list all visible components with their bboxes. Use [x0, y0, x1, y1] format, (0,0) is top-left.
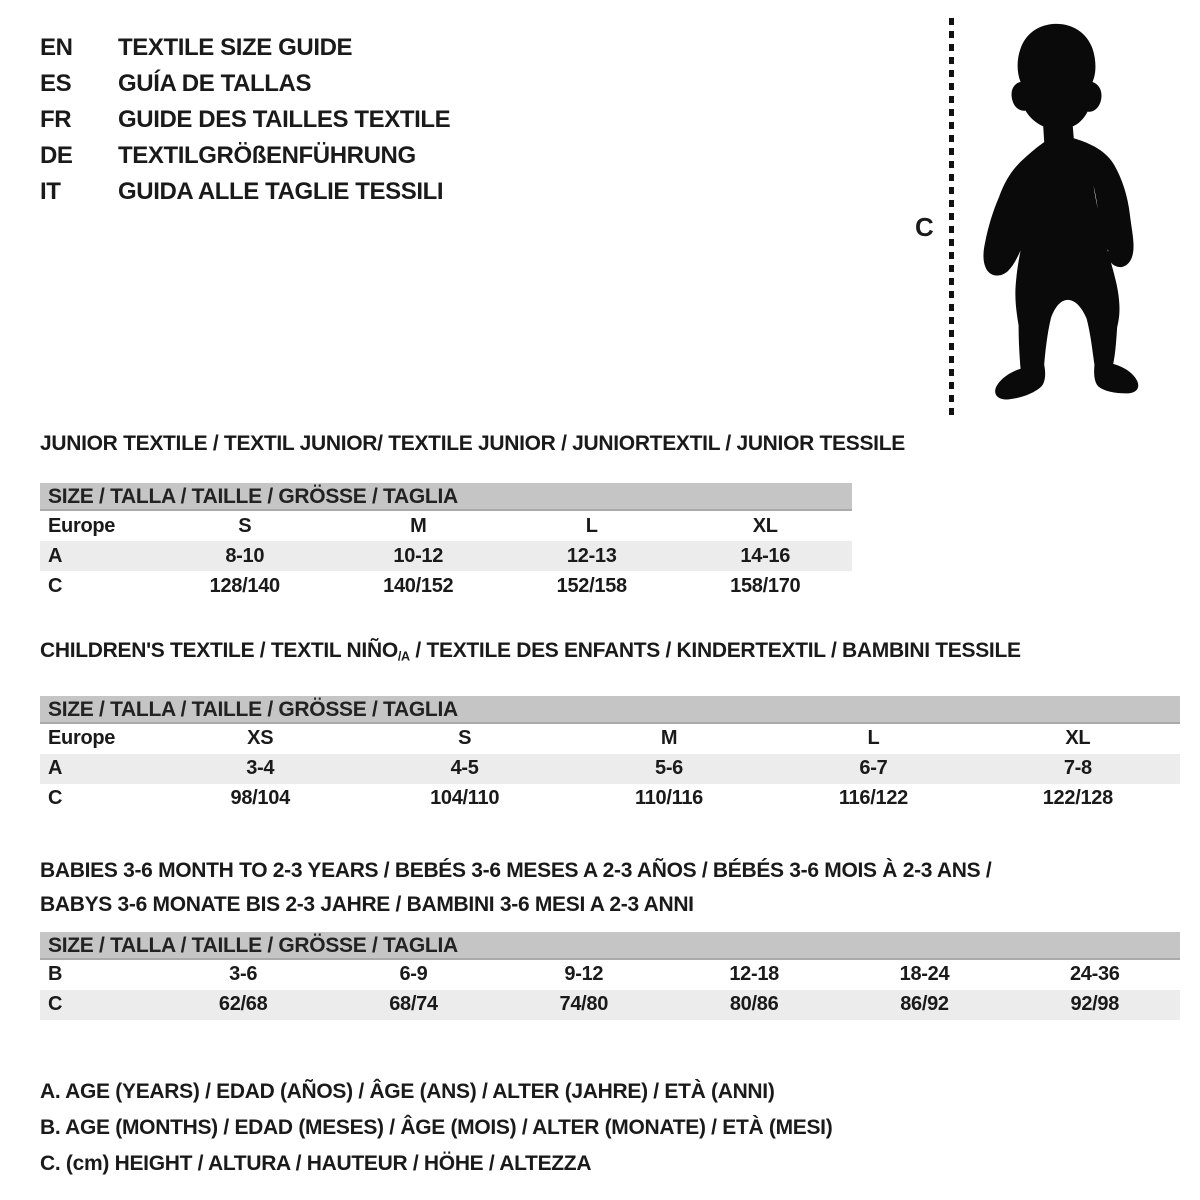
legend-age-years: A. AGE (YEARS) / EDAD (AÑOS) / ÂGE (ANS) / ALTER (JAHRE) / ETÀ (ANNI): [40, 1079, 775, 1103]
size-value-cell: 92/98: [1070, 993, 1120, 1016]
size-value-cell: M: [410, 514, 427, 537]
babies-size-table: [40, 932, 1180, 1020]
table-row: [40, 541, 852, 571]
table-row: [40, 724, 1180, 754]
legend-height-cm: C. (cm) HEIGHT / ALTURA / HAUTEUR / HÖHE / ALTEZZA: [40, 1151, 592, 1175]
size-value-cell: 12-13: [566, 544, 617, 567]
size-value-cell: 6-7: [859, 757, 888, 780]
language-code: EN: [40, 34, 73, 61]
size-value-cell: 116/122: [838, 787, 908, 810]
table-row: [40, 511, 852, 541]
measurement-legend: [40, 1074, 1180, 1182]
row-label: B: [48, 963, 63, 986]
row-label: C: [48, 787, 63, 810]
table-row: [40, 960, 1180, 990]
language-row-de: [40, 138, 450, 174]
size-value-cell: 8-10: [225, 544, 265, 567]
table-row: [40, 784, 1180, 814]
row-label: A: [48, 757, 63, 780]
size-value-cell: 18-24: [899, 963, 950, 986]
size-value-cell: 152/158: [556, 574, 627, 597]
guide-title-fr: GUIDE DES TAILLES TEXTILE: [118, 106, 451, 133]
section-title-line-2: BABYS 3-6 MONATE BIS 2-3 JAHRE / BAMBINI 3-6 MESI A 2-3 ANNI: [40, 892, 694, 916]
size-header-bar: SIZE / TALLA / TAILLE / GRÖSSE / TAGLIA: [40, 932, 1180, 960]
size-header-bar: SIZE / TALLA / TAILLE / GRÖSSE / TAGLIA: [40, 696, 1180, 724]
size-value-cell: 6-9: [399, 963, 428, 986]
size-value-cell: 24-36: [1069, 963, 1120, 986]
language-row-it: [40, 174, 450, 210]
size-value-cell: 158/170: [730, 574, 801, 597]
height-figure: [905, 12, 1175, 424]
size-value-cell: 4-5: [450, 757, 479, 780]
height-measure-label: C: [915, 212, 934, 242]
table-row: [40, 990, 1180, 1020]
gender-suffix: /A: [397, 649, 410, 664]
size-tables: [40, 432, 1180, 1182]
size-value-cell: 68/74: [389, 993, 438, 1016]
size-value-cell: 9-12: [564, 963, 604, 986]
size-value-cell: 3-4: [246, 757, 275, 780]
size-value-cell: S: [238, 514, 252, 537]
size-value-cell: XS: [247, 727, 274, 750]
size-value-cell: 122/128: [1042, 787, 1113, 810]
size-value-cell: 140/152: [383, 574, 454, 597]
language-code: IT: [40, 178, 61, 205]
section-title: CHILDREN'S TEXTILE / TEXTIL $NIÑO_{/A}$ / TEXTILE DES ENFANTS / KINDERTEXTIL / BAMBINI TESSILE: [40, 639, 1021, 664]
row-label: Europe: [48, 727, 116, 750]
row-label: C: [48, 574, 63, 597]
size-value-cell: 62/68: [218, 993, 268, 1016]
section-title: JUNIOR TEXTILE / TEXTIL JUNIOR/ TEXTILE JUNIOR / JUNIORTEXTIL / JUNIOR TESSILE: [40, 432, 905, 455]
row-label: C: [48, 993, 63, 1016]
size-value-cell: 10-12: [393, 544, 444, 567]
row-label: Europe: [48, 514, 116, 537]
legend-age-months: B. AGE (MONTHS) / EDAD (MESES) / ÂGE (MOIS) / ALTER (MONATE) / ETÀ (MESI): [40, 1115, 833, 1139]
size-value-cell: L: [867, 727, 880, 750]
size-value-cell: 3-6: [229, 963, 258, 986]
size-value-cell: 74/80: [559, 993, 609, 1016]
size-value-cell: 14-16: [740, 544, 791, 567]
size-value-cell: 12-18: [729, 963, 779, 986]
size-value-cell: L: [585, 514, 598, 537]
language-code: ES: [40, 70, 72, 97]
language-row-es: [40, 66, 450, 102]
size-value-cell: 80/86: [729, 993, 779, 1016]
language-header: [40, 30, 450, 210]
language-row-fr: [40, 102, 450, 138]
section-junior-textile: [40, 432, 1180, 601]
size-value-cell: M: [660, 727, 678, 750]
size-value-cell: XL: [752, 514, 778, 537]
section-title-line-1: BABIES 3-6 MONTH TO 2-3 YEARS / BEBÉS 3-6 MESES A 2-3 AÑOS / BÉBÉS 3-6 MOIS À 2-3 ANS /: [40, 858, 992, 882]
guide-title-it: GUIDA ALLE TAGLIE TESSILI: [118, 178, 444, 205]
size-value-cell: 128/140: [209, 574, 280, 597]
guide-title-es: GUÍA DE TALLAS: [118, 70, 312, 97]
language-row-en: [40, 30, 450, 66]
height-measure-line: [949, 18, 954, 420]
language-code: DE: [40, 142, 73, 169]
section-childrens-textile: [40, 639, 1180, 814]
size-value-cell: S: [458, 727, 472, 750]
size-value-cell: 98/104: [230, 787, 290, 810]
guide-title-en: TEXTILE SIZE GUIDE: [118, 34, 353, 61]
table-row: [40, 754, 1180, 784]
size-value-cell: 104/110: [430, 787, 500, 810]
size-value-cell: 110/116: [635, 787, 704, 810]
guide-title-de: TEXTILGRÖßENFÜHRUNG: [118, 142, 416, 169]
row-label: A: [48, 544, 63, 567]
table-row: [40, 571, 852, 601]
size-header-bar: SIZE / TALLA / TAILLE / GRÖSSE / TAGLIA: [40, 483, 852, 511]
section-babies-textile: [40, 854, 1180, 1020]
size-value-cell: XL: [1065, 727, 1091, 750]
children-size-table: [40, 696, 1180, 814]
language-code: FR: [40, 106, 72, 133]
size-value-cell: 7-8: [1063, 757, 1092, 780]
junior-size-table: [40, 483, 852, 601]
toddler-silhouette-icon: [965, 18, 1151, 422]
size-value-cell: 86/92: [900, 993, 949, 1016]
size-value-cell: 5-6: [655, 757, 684, 780]
